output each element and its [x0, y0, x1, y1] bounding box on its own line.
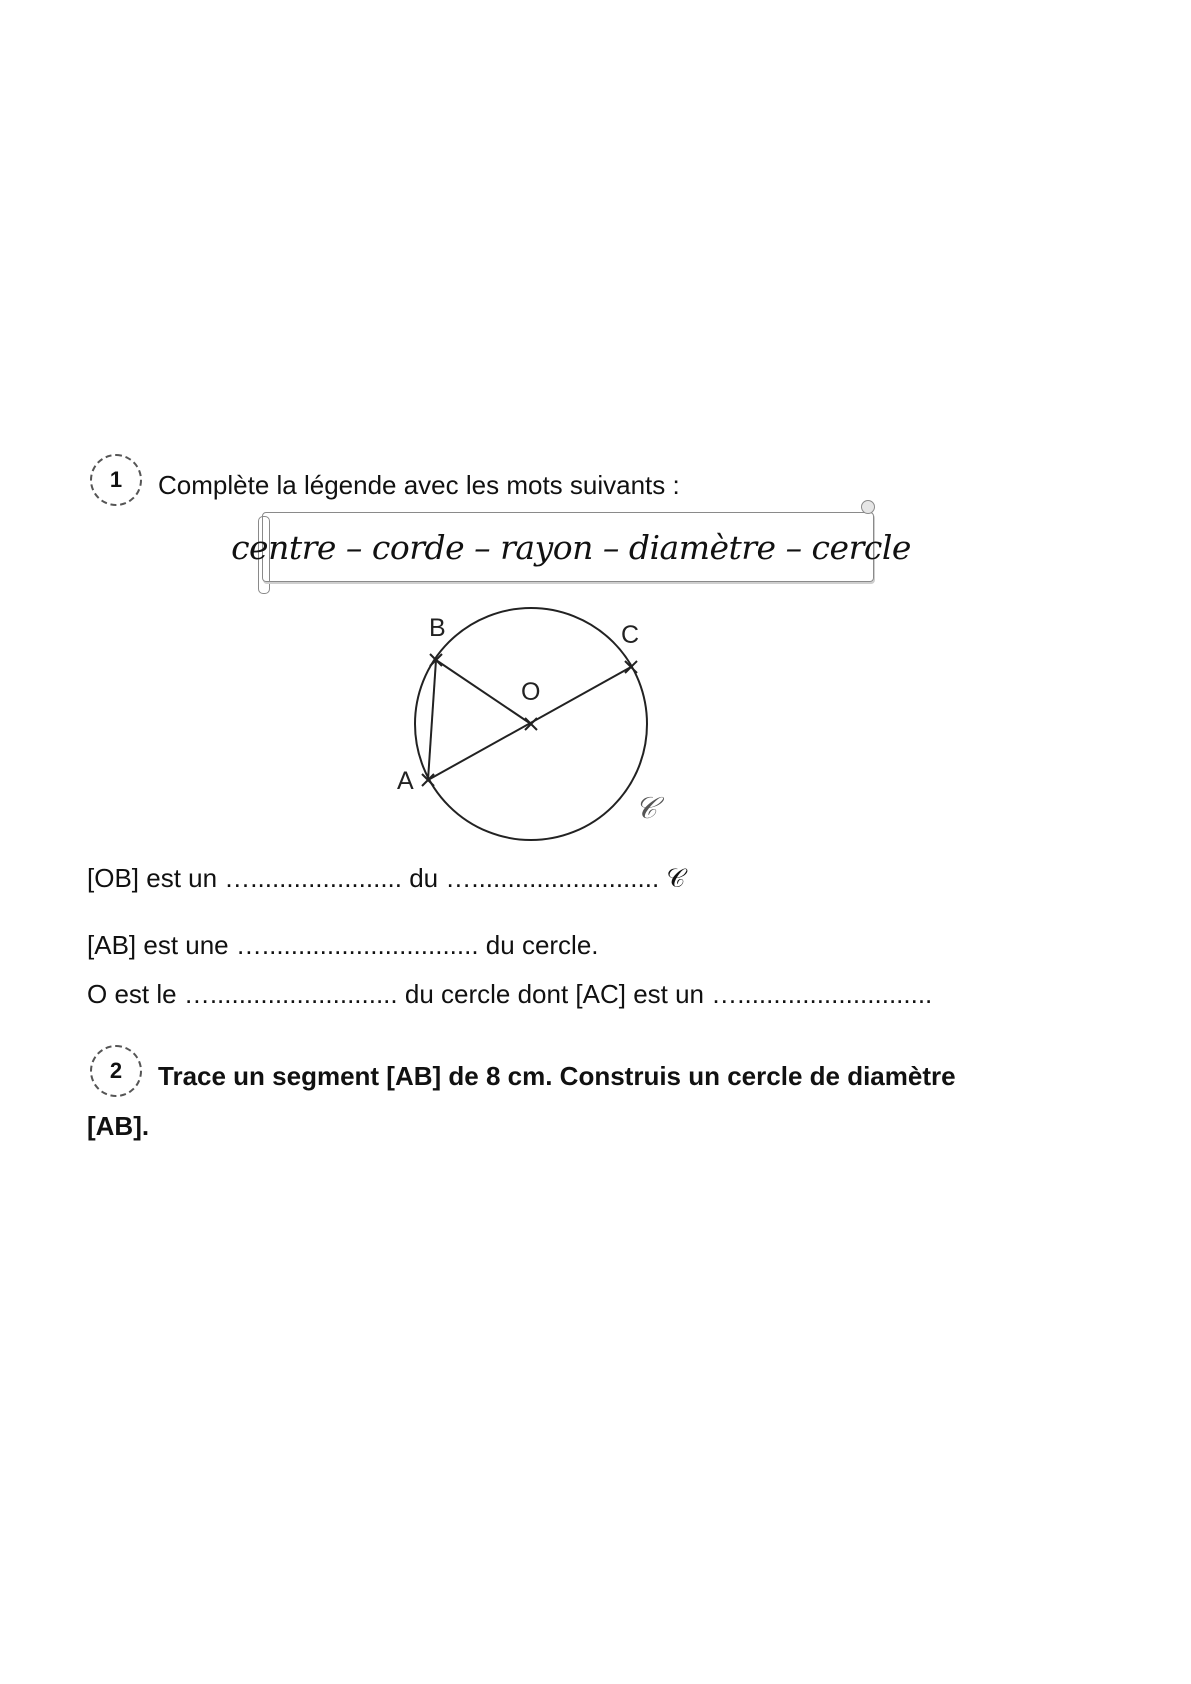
label-b: B — [429, 614, 446, 642]
label-c: C — [621, 621, 640, 649]
label-a: A — [397, 767, 414, 795]
exercise-2-instruction-line1: Trace un segment [AB] de 8 cm. Construis un cercle de diamètre — [158, 1061, 956, 1091]
sentence-o: O est le ….......................... du cercle dont [AC] est un …........................... — [87, 979, 933, 1009]
sentence-ob: [OB] est un …..................... du ….......................... 𝒞 — [87, 863, 686, 893]
label-o: O — [521, 678, 541, 706]
sentence-ab: [AB] est une ….............................. du cercle. — [87, 930, 599, 960]
exercise-number-badge-1 — [90, 454, 142, 506]
exercise-number-2: 2 — [109, 1058, 123, 1083]
segment-ab — [428, 660, 436, 780]
segment-ob — [436, 660, 531, 724]
word-bank-text: centre – corde – rayon – diamètre – cercle — [231, 527, 911, 567]
circle-figure — [380, 600, 680, 860]
label-circle: 𝒞 — [635, 792, 657, 825]
cross-c — [625, 661, 637, 673]
word-bank-scroll — [231, 512, 911, 582]
exercise-1-instruction: Complète la légende avec les mots suivants : — [158, 470, 680, 500]
exercise-2-instruction-line2: [AB]. — [87, 1111, 150, 1141]
exercise-number-badge-2 — [90, 1045, 142, 1097]
scroll-curl-right — [861, 500, 875, 514]
exercise-number-1: 1 — [109, 467, 123, 492]
